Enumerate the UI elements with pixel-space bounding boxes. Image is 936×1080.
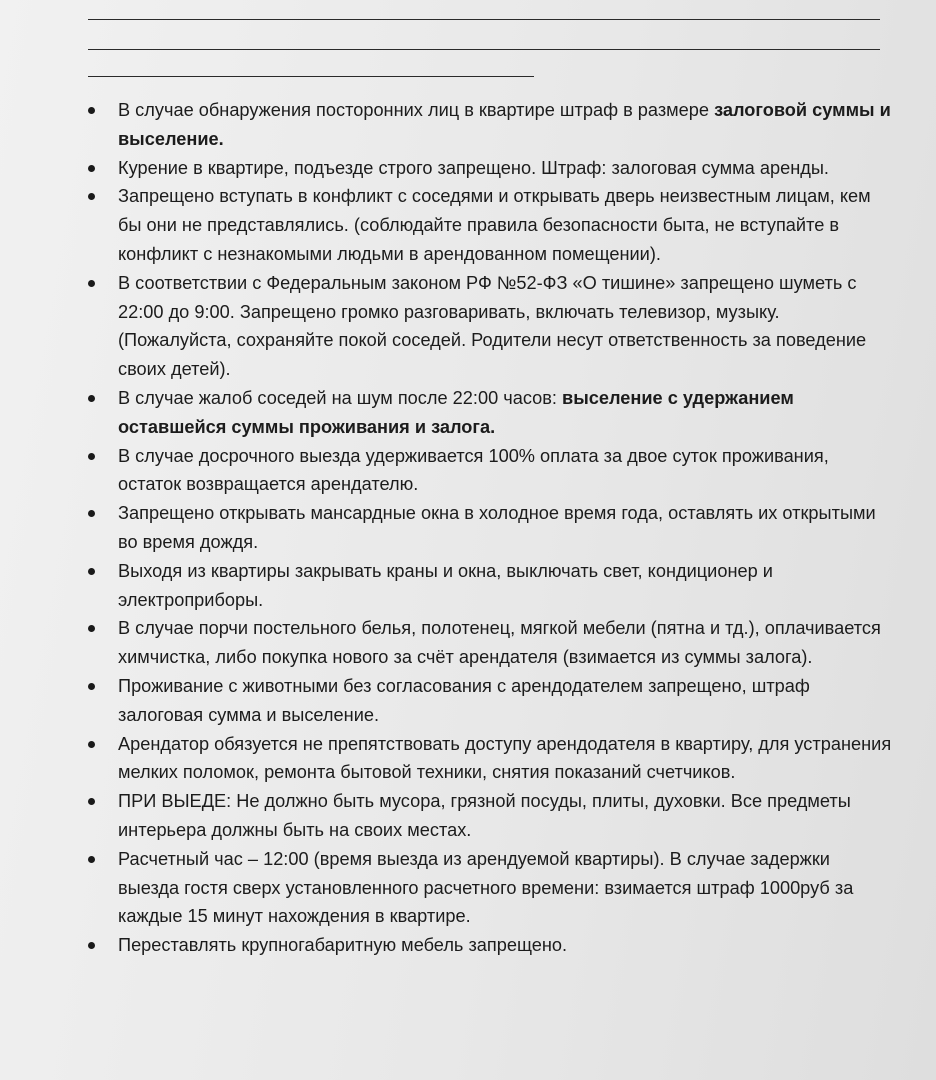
rule-item: [84, 182, 896, 268]
rule-item: [84, 442, 896, 500]
rules-list: [84, 96, 896, 960]
rule-item: [84, 384, 896, 442]
rule-item: [84, 614, 896, 672]
rule-item: [84, 672, 896, 730]
rule-item: [84, 499, 896, 557]
rule-text: В случае жалоб соседей на шум после 22:00 часов:: [118, 387, 563, 408]
bullet-icon: [88, 510, 95, 517]
blank-line: [88, 19, 880, 20]
bullet-icon: [88, 453, 95, 460]
bullet-icon: [88, 165, 95, 172]
bullet-icon: [88, 395, 95, 402]
rule-item: [84, 931, 896, 960]
bullet-icon: [88, 193, 95, 200]
rule-item: [84, 154, 896, 183]
bullet-icon: [88, 280, 95, 287]
rule-text: Запрещено вступать в конфликт с соседями и открывать дверь неизвестным лицам, кем бы они не представлялись. (соблюдайте правила безопасности быта, не вступайте в конфликт с незнакомыми людьми в арендованном помещении).: [118, 186, 871, 264]
rule-text: Переставлять крупногабаритную мебель запрещено.: [118, 935, 568, 956]
bullet-icon: [88, 625, 95, 632]
bullet-icon: [88, 856, 95, 863]
rule-text: В случае досрочного выезда удерживается 100% оплата за двое суток проживания, остаток возвращается арендателю.: [118, 445, 829, 495]
rule-text: Арендатор обязуется не препятствовать доступу арендодателя в квартиру, для устранения мелких поломок, ремонта бытовой техники, снятия показаний счетчиков.: [118, 733, 892, 783]
bullet-icon: [88, 942, 95, 949]
rule-item: [84, 269, 896, 384]
bullet-icon: [88, 107, 95, 114]
rule-item: [84, 557, 896, 615]
blank-line: [88, 49, 880, 50]
bullet-icon: [88, 741, 95, 748]
rule-text: В случае порчи постельного белья, полотенец, мягкой мебели (пятна и тд.), оплачивается химчистка, либо покупка нового за счёт арендателя (взимается из суммы залога).: [118, 618, 881, 668]
rule-text: В соответствии с Федеральным законом РФ №52-ФЗ «О тишине» запрещено шуметь с 22:00 до 9:00. Запрещено громко разговаривать, включать телевизор, музыку. (Пожалуйста, сохраняйте покой соседей. Родители несут ответственность за поведение своих детей).: [118, 272, 867, 380]
rule-item: [84, 730, 896, 788]
bullet-icon: [88, 683, 95, 690]
rule-text: Расчетный час – 12:00 (время выезда из арендуемой квартиры). В случае задержки выезда гостя сверх установленного расчетного времени: взимается штраф 1000руб за каждые 15 минут нахождения в квартире.: [118, 848, 854, 927]
blank-line: [88, 76, 534, 77]
rule-item: [84, 787, 896, 845]
rule-text-bold: выселение с удержанием оставшейся суммы проживания и залога.: [118, 387, 794, 437]
rule-text-bold: залоговой суммы и выселение.: [118, 100, 891, 149]
rule-text: Выходя из квартиры закрывать краны и окна, выключать свет, кондиционер и электроприборы.: [118, 560, 773, 610]
rule-item: [84, 96, 896, 154]
rule-text: В случае обнаружения посторонних лиц в квартире штраф в размере: [118, 100, 715, 120]
rule-text: Проживание с животными без согласования с арендодателем запрещено, штраф залоговая сумма и выселение.: [118, 675, 810, 725]
rule-text: Курение в квартире, подъезде строго запрещено. Штраф: залоговая сумма аренды.: [118, 157, 829, 178]
rule-item: [84, 845, 896, 931]
bullet-icon: [88, 798, 95, 805]
bullet-icon: [88, 568, 95, 575]
rule-text: Запрещено открывать мансардные окна в холодное время года, оставлять их открытыми во время дождя.: [118, 503, 876, 552]
rule-text: ПРИ ВЫЕДЕ: Не должно быть мусора, грязной посуды, плиты, духовки. Все предметы интерьера должны быть на своих местах.: [118, 791, 851, 840]
